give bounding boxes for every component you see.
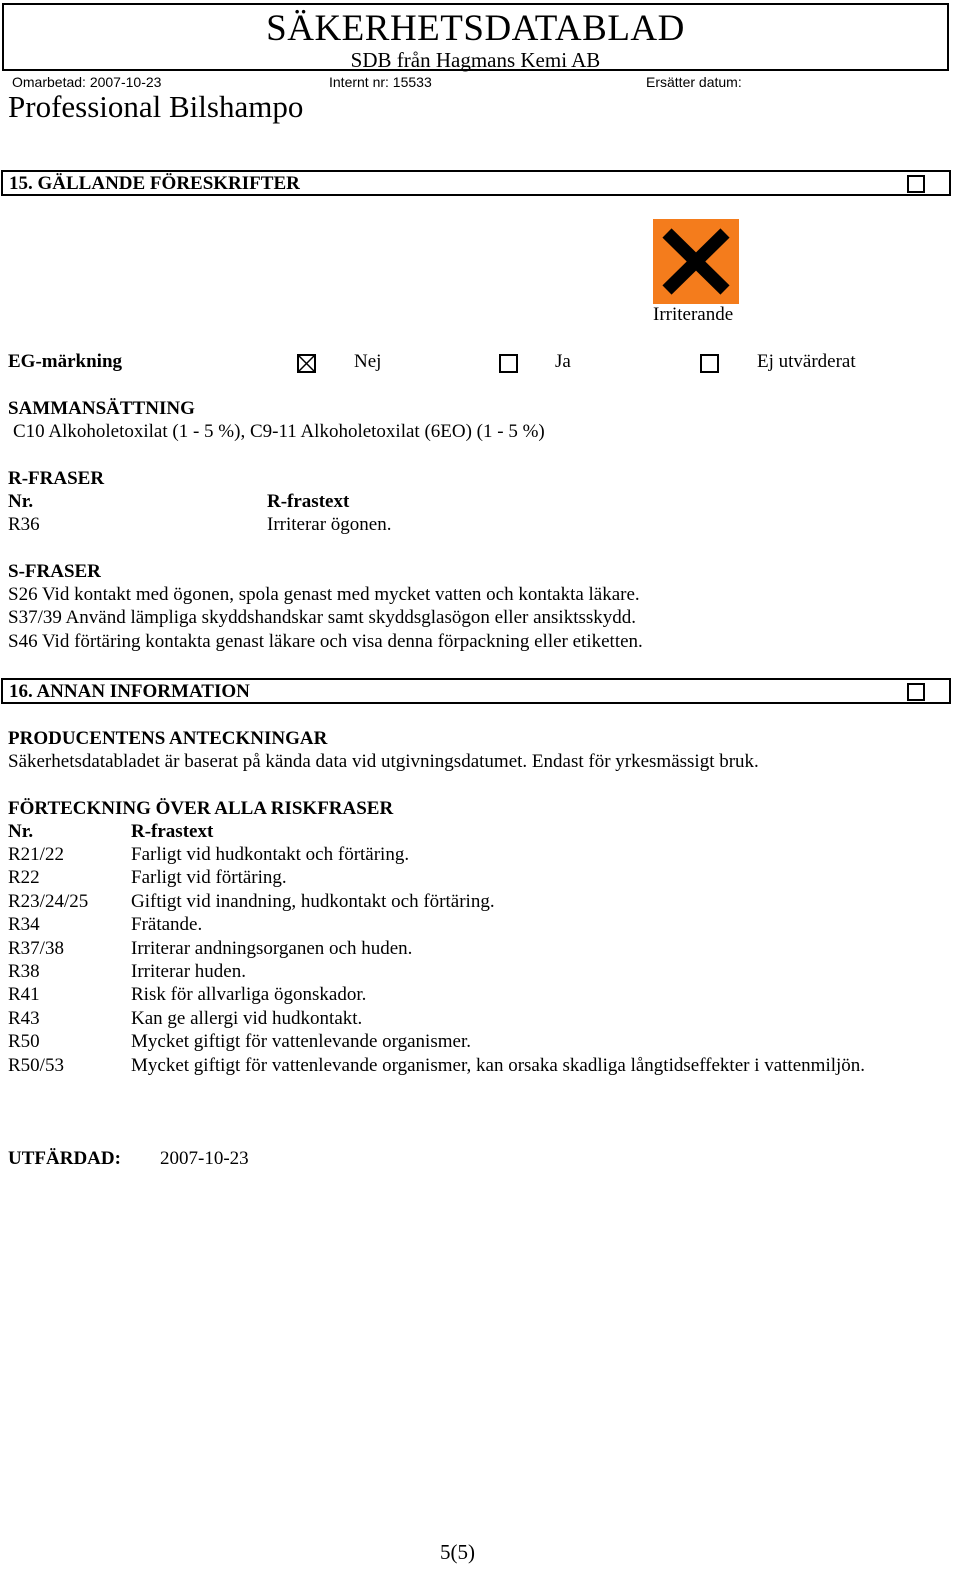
risk-row-nr: R22 bbox=[8, 867, 40, 888]
page-number: 5(5) bbox=[440, 1540, 475, 1564]
risk-row-nr: R41 bbox=[8, 984, 40, 1005]
risk-row-text: Kan ge allergi vid hudkontakt. bbox=[131, 1008, 363, 1029]
eg-ej-utvarderat-label: Ej utvärderat bbox=[757, 351, 856, 372]
r-phrase-nr: R36 bbox=[8, 514, 40, 535]
s-phrases-heading: S-FRASER bbox=[8, 561, 101, 582]
r-phrase-text: Irriterar ögonen. bbox=[267, 514, 392, 535]
risk-row-text: Irriterar huden. bbox=[131, 961, 246, 982]
risk-row-text: Farligt vid hudkontakt och förtäring. bbox=[131, 844, 410, 865]
document-title: SÄKERHETSDATABLAD bbox=[266, 8, 685, 49]
composition-heading: SAMMANSÄTTNING bbox=[8, 398, 195, 419]
risk-list-heading: FÖRTECKNING ÖVER ALLA RISKFRASER bbox=[8, 798, 394, 819]
risk-row-nr: R50/53 bbox=[8, 1055, 64, 1076]
r-phrases-heading: R-FRASER bbox=[8, 468, 105, 489]
eg-nej-label: Nej bbox=[354, 351, 382, 372]
revised-date: Omarbetad: 2007-10-23 bbox=[12, 74, 162, 90]
irritant-x-icon bbox=[653, 219, 739, 304]
risk-row-nr: R21/22 bbox=[8, 844, 64, 865]
document-subtitle: SDB från Hagmans Kemi AB bbox=[350, 48, 601, 72]
eg-nej-checkbox[interactable] bbox=[297, 354, 316, 373]
risk-list-col-nr: Nr. bbox=[8, 821, 34, 842]
risk-row-nr: R43 bbox=[8, 1008, 40, 1029]
section-16-bar bbox=[1, 678, 951, 704]
producer-notes-text: Säkerhetsdatabladet är baserat på kända data vid utgivningsdatumet. Endast för yrkesmässigt bruk. bbox=[8, 751, 759, 772]
s-phrase-line: S37/39 Använd lämpliga skyddshandskar samt skyddsglasögon eller ansiktsskydd. bbox=[8, 607, 637, 628]
risk-row-nr: R37/38 bbox=[8, 938, 64, 959]
r-phrases-col-nr: Nr. bbox=[8, 491, 34, 512]
issued-label: UTFÄRDAD: bbox=[8, 1148, 121, 1169]
product-name: Professional Bilshampo bbox=[8, 89, 304, 124]
risk-row-text: Mycket giftigt för vattenlevande organismer. bbox=[131, 1031, 471, 1052]
risk-row-text: Giftigt vid inandning, hudkontakt och förtäring. bbox=[131, 891, 495, 912]
risk-row-nr: R50 bbox=[8, 1031, 40, 1052]
producer-notes-heading: PRODUCENTENS ANTECKNINGAR bbox=[8, 728, 328, 749]
section-16-checkbox[interactable] bbox=[907, 683, 925, 701]
s-phrase-line: S46 Vid förtäring kontakta genast läkare och visa denna förpackning eller etiketten. bbox=[8, 631, 643, 652]
document-title-box bbox=[2, 3, 949, 71]
risk-row-nr: R23/24/25 bbox=[8, 891, 89, 912]
section-15-bar bbox=[1, 170, 951, 196]
section-15-checkbox[interactable] bbox=[907, 175, 925, 193]
risk-row-text: Mycket giftigt för vattenlevande organismer, kan orsaka skadliga långtidseffekter i vattenmiljön. bbox=[131, 1055, 866, 1076]
section-16-heading: 16. ANNAN INFORMATION bbox=[9, 681, 250, 702]
issued-date: 2007-10-23 bbox=[160, 1148, 249, 1169]
internal-number: Internt nr: 15533 bbox=[329, 74, 432, 90]
risk-row-text: Farligt vid förtäring. bbox=[131, 867, 287, 888]
risk-row-nr: R34 bbox=[8, 914, 40, 935]
replaces-date: Ersätter datum: bbox=[646, 74, 742, 90]
eg-ja-label: Ja bbox=[555, 351, 571, 372]
risk-row-text: Frätande. bbox=[131, 914, 203, 935]
risk-row-nr: R38 bbox=[8, 961, 40, 982]
risk-row-text: Irriterar andningsorganen och huden. bbox=[131, 938, 413, 959]
s-phrase-line: S26 Vid kontakt med ögonen, spola genast med mycket vatten och kontakta läkare. bbox=[8, 584, 640, 605]
r-phrases-col-text: R-frastext bbox=[267, 491, 350, 512]
composition-text: C10 Alkoholetoxilat (1 - 5 %), C9-11 Alkoholetoxilat (6EO) (1 - 5 %) bbox=[13, 421, 545, 442]
eg-marking-label: EG-märkning bbox=[8, 351, 123, 372]
risk-list-col-text: R-frastext bbox=[131, 821, 214, 842]
section-15-heading: 15. GÄLLANDE FÖRESKRIFTER bbox=[9, 173, 300, 194]
eg-ej-utvarderat-checkbox[interactable] bbox=[700, 354, 719, 373]
risk-row-text: Risk för allvarliga ögonskador. bbox=[131, 984, 367, 1005]
eg-ja-checkbox[interactable] bbox=[499, 354, 518, 373]
hazard-label: Irriterande bbox=[653, 304, 734, 325]
